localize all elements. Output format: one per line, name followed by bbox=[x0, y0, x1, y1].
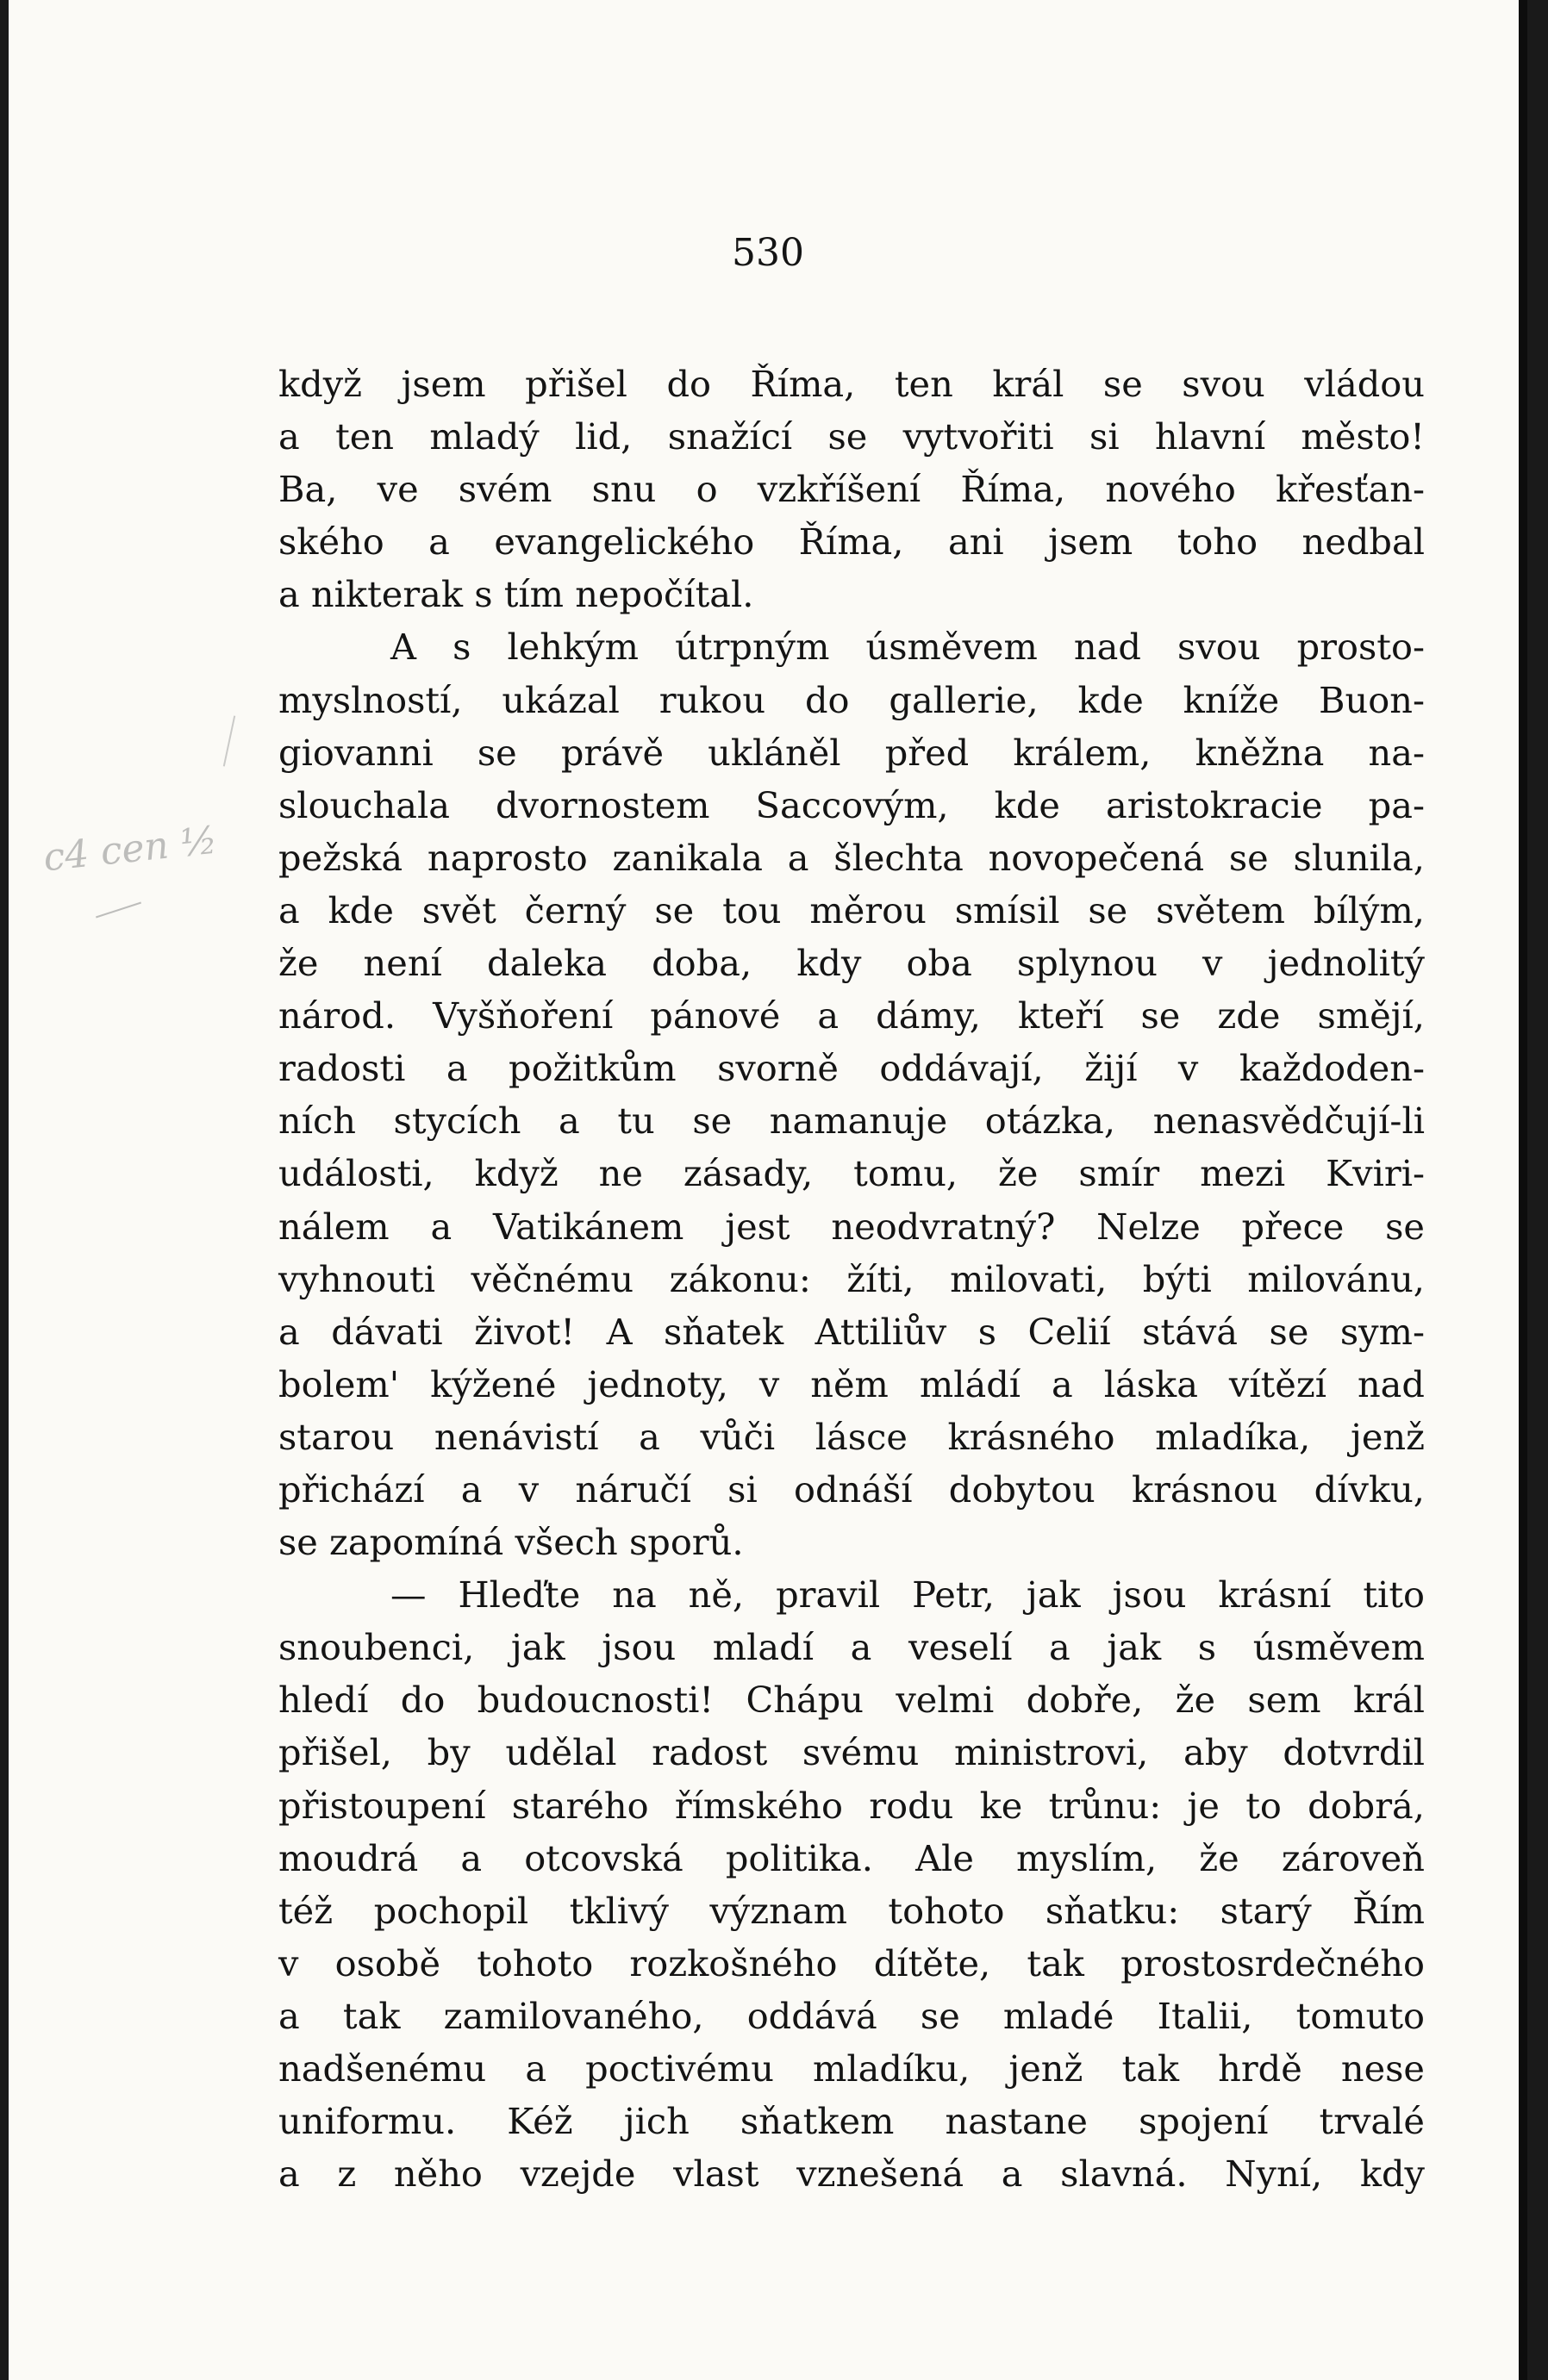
text-line: bolem' kýžené jednoty, v něm mládí a láska vítězí nad bbox=[278, 1362, 1425, 1405]
text-line: též pochopil tklivý význam tohoto sňatku: starý Řím bbox=[278, 1889, 1425, 1932]
text-line: národ. Vyšňoření pánové a dámy, kteří se zde smějí, bbox=[278, 994, 1425, 1037]
text-line: myslností, ukázal rukou do gallerie, kde kníže Buon- bbox=[278, 678, 1425, 721]
text-line: přichází a v náručí si odnáší dobytou krásnou dívku, bbox=[278, 1467, 1425, 1511]
text-line: slouchala dvornostem Saccovým, kde aristokracie pa- bbox=[278, 783, 1425, 826]
text-line: že není daleka doba, kdy oba splynou v jednolitý bbox=[278, 942, 1425, 985]
text-line: radosti a požitkům svorně oddávají, žijí v každoden- bbox=[278, 1047, 1425, 1090]
text-line: když jsem přišel do Říma, ten král se svou vládou bbox=[278, 363, 1425, 405]
text-line: hledí do budoucnosti! Chápu velmi dobře, že sem král bbox=[278, 1679, 1425, 1722]
text-line: události, když ne zásady, tomu, že smír mezi Kviri- bbox=[278, 1152, 1425, 1195]
text-line: giovanni se právě ukláněl před králem, kněžna na- bbox=[278, 731, 1425, 774]
page-edge bbox=[1519, 0, 1527, 2380]
margin-handwritten-note bbox=[43, 810, 250, 913]
text-line: nálem a Vatikánem jest neodvratný? Nelze přece se bbox=[278, 1205, 1425, 1248]
text-line: ského a evangelického Říma, ani jsem toho nedbal bbox=[278, 520, 1425, 564]
text-line: a kde svět černý se tou měrou smísil se světem bílým, bbox=[278, 888, 1425, 931]
text-line: — Hleďte na ně, pravil Petr, jak jsou krásní tito bbox=[390, 1573, 1425, 1617]
text-line: a nikterak s tím nepočítal. bbox=[278, 573, 754, 616]
page-number: 530 bbox=[732, 231, 804, 275]
text-line: moudrá a otcovská politika. Ale myslím, že zároveň bbox=[278, 1836, 1425, 1879]
margin-pencil-mark bbox=[223, 715, 235, 766]
text-line: a z něho vzejde vlast vznešená a slavná. Nyní, kdy bbox=[278, 2153, 1425, 2196]
text-line: uniformu. Kéž jich sňatkem nastane spojení trvalé bbox=[278, 2100, 1425, 2143]
text-line: ních stycích a tu se namanuje otázka, nenasvědčují-li bbox=[278, 1100, 1425, 1143]
text-line: v osobě tohoto rozkošného dítěte, tak prostosrdečného bbox=[278, 1941, 1425, 1984]
text-line: se zapomíná všech sporů. bbox=[278, 1521, 744, 1564]
text-line: pežská naprosto zanikala a šlechta novopečená se slunila, bbox=[278, 836, 1425, 879]
text-line: a dávati život! A sňatek Attiliův s Celií stává se sym- bbox=[278, 1310, 1425, 1353]
book-page bbox=[9, 0, 1527, 2380]
text-line: vyhnouti věčnému zákonu: žíti, milovati, býti milovánu, bbox=[278, 1257, 1425, 1300]
text-line: Ba, ve svém snu o vzkříšení Říma, nového křesťan- bbox=[278, 468, 1425, 511]
text-line: přišel, by udělal radost svému ministrovi, aby dotvrdil bbox=[278, 1731, 1425, 1774]
text-line: přistoupení starého římského rodu ke trůnu: je to dobrá, bbox=[278, 1784, 1425, 1827]
body-text bbox=[278, 358, 1425, 2200]
text-line: a tak zamilovaného, oddává se mladé Italii, tomuto bbox=[278, 1994, 1425, 2037]
text-line: starou nenávistí a vůči lásce krásného mladíka, jenž bbox=[278, 1415, 1425, 1458]
text-line: A s lehkým útrpným úsměvem nad svou prosto- bbox=[390, 626, 1425, 669]
text-line: a ten mladý lid, snažící se vytvořiti si hlavní město! bbox=[278, 415, 1425, 458]
margin-note-text: c4 cen ½ bbox=[41, 818, 220, 881]
text-line: snoubenci, jak jsou mladí a veselí a jak s úsměvem bbox=[278, 1626, 1425, 1669]
text-line: nadšenému a poctivému mladíku, jenž tak hrdě nese bbox=[278, 2047, 1425, 2090]
